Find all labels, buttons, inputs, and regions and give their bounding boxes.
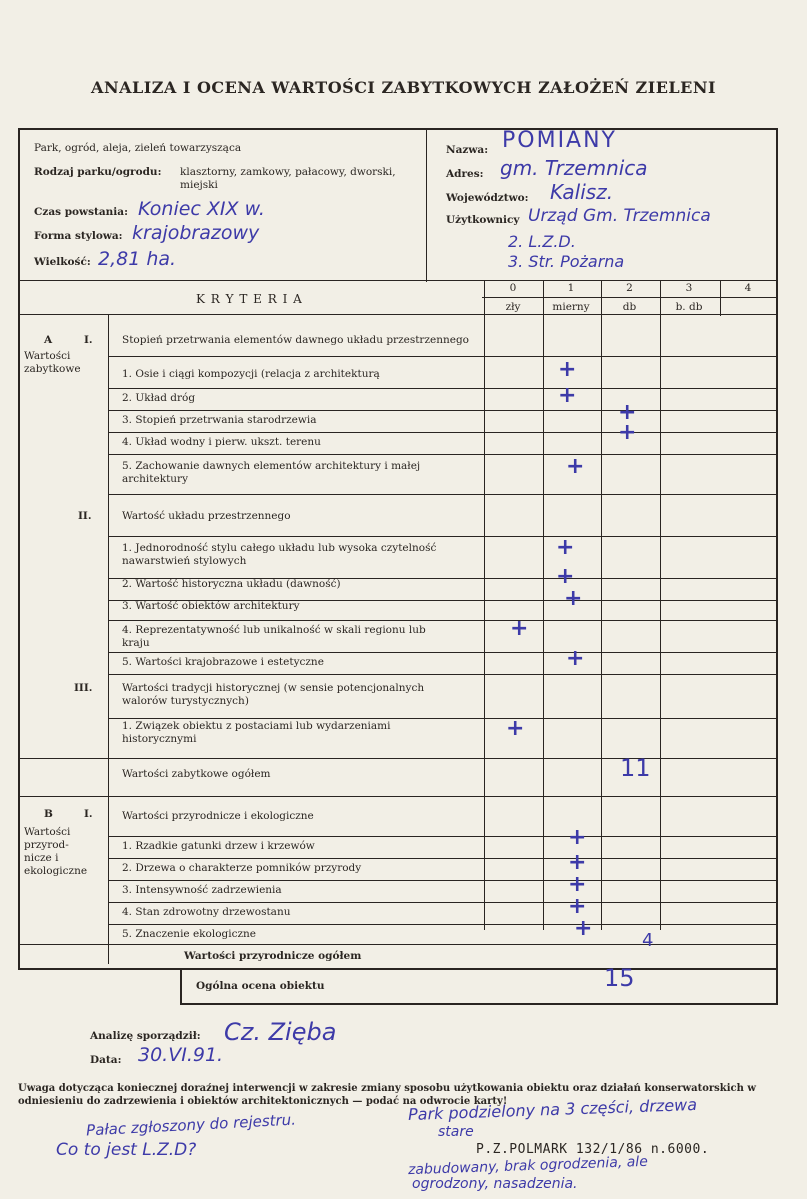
mark-a2-1: + bbox=[556, 535, 575, 560]
address-label: Adres: bbox=[446, 168, 484, 180]
users-value-2: 2. L.Z.D. bbox=[508, 232, 576, 251]
mark-b1-1: + bbox=[568, 825, 587, 850]
a1-title: Stopień przetrwania elementów dawnego układu przestrzennego bbox=[122, 334, 469, 346]
handnote-left-2: Co to jest L.Z.D? bbox=[56, 1140, 197, 1160]
a2-num: II. bbox=[78, 510, 92, 522]
users-value-3: 3. Str. Pożarna bbox=[508, 252, 625, 271]
section-b-total-value: 4 bbox=[642, 930, 654, 951]
period-value: Koniec XIX w. bbox=[138, 198, 265, 220]
a2-item: 5. Wartości krajobrazowe i estetyczne bbox=[122, 656, 324, 668]
section-b-num: I. bbox=[84, 808, 93, 820]
intervention-note: Uwaga dotycząca koniecznej doraźnej interwencji w zakresie zmiany sposobu użytkowania obiektu oraz działań konserwatorskich w odniesieniu do zadrzewienia i obiektów architektonicznych — podać na odwrocie karty! bbox=[18, 1083, 756, 1107]
voivodeship-value: Kalisz. bbox=[550, 180, 614, 204]
name-label: Nazwa: bbox=[446, 144, 489, 156]
col-num-3: 3 bbox=[685, 282, 693, 294]
handnote-right-1: Park podzielony na 3 części, drzewa bbox=[407, 1094, 698, 1125]
date-label: Data: bbox=[90, 1054, 122, 1066]
mark-a2-5: + bbox=[566, 646, 585, 671]
prepared-signature: Cz. Zięba bbox=[224, 1018, 337, 1046]
size-label: Wielkość: bbox=[34, 256, 91, 268]
prepared-label: Analizę sporządził: bbox=[90, 1030, 201, 1042]
a1-item: 4. Układ wodny i pierw. ukszt. terenu bbox=[122, 436, 321, 448]
section-b-total-label: Wartości przyrodnicze ogółem bbox=[184, 950, 362, 962]
col-name-2: db bbox=[622, 301, 637, 313]
section-b-letter: B bbox=[44, 808, 53, 820]
criteria-label: K R Y T E R I A bbox=[196, 292, 303, 306]
b1-title: Wartości przyrodnicze i ekologiczne bbox=[122, 810, 314, 822]
mark-a1-1: + bbox=[558, 357, 577, 382]
section-a-total-value: 11 bbox=[620, 754, 651, 782]
users-value-1: Urząd Gm. Trzemnica bbox=[528, 206, 711, 226]
mark-b1-3: + bbox=[568, 872, 587, 897]
b1-item: 2. Drzewa o charakterze pomników przyrody bbox=[122, 862, 362, 874]
mark-a2-4: + bbox=[510, 616, 529, 641]
mark-a1-4: + bbox=[618, 420, 637, 445]
a3-item: 1. Związek obiektu z postaciami lub wydarzeniami historycznymi bbox=[122, 720, 391, 745]
b1-item: 1. Rzadkie gatunki drzew i krzewów bbox=[122, 840, 315, 852]
a2-title: Wartość układu przestrzennego bbox=[122, 510, 291, 522]
section-a-name: Wartości zabytkowe bbox=[24, 350, 81, 375]
a2-item: 3. Wartość obiektów architektury bbox=[122, 600, 300, 612]
mark-a1-2: + bbox=[558, 383, 577, 408]
mark-b1-2: + bbox=[568, 850, 587, 875]
a2-item: 4. Reprezentatywność lub unikalność w skali regionu lub kraju bbox=[122, 624, 426, 649]
handnote-left-1: Pałac zgłoszony do rejestru. bbox=[85, 1110, 297, 1140]
overall-value: 15 bbox=[604, 964, 635, 992]
a2-item: 1. Jednorodność stylu całego układu lub wysoka czytelność nawarstwień stylowych bbox=[122, 542, 437, 567]
handnote-right-4: ogrodzony, nasadzenia. bbox=[412, 1176, 578, 1192]
a1-item: 2. Układ dróg bbox=[122, 392, 196, 404]
users-label: Użytkownicy bbox=[446, 214, 520, 226]
mark-b1-4: + bbox=[568, 894, 587, 919]
col-num-2: 2 bbox=[626, 282, 633, 294]
a3-title: Wartości tradycji historycznej (w sensie potencjonalnych walorów turystycznych) bbox=[122, 682, 425, 707]
park-kind-label: Rodzaj parku/ogrodu: bbox=[34, 166, 162, 178]
col-name-1: mierny bbox=[552, 301, 590, 313]
voivodeship-label: Województwo: bbox=[446, 192, 529, 204]
mark-a1-5: + bbox=[566, 454, 585, 479]
a1-item: 1. Osie i ciągi kompozycji (relacja z architekturą bbox=[122, 368, 380, 380]
b1-item: 3. Intensywność zadrzewienia bbox=[122, 884, 282, 896]
section-b-name: Wartości przyrod-nicze i ekologiczne bbox=[24, 826, 88, 877]
handnote-right-3: zabudowany, brak ogrodzenia, ale bbox=[407, 1153, 649, 1179]
handnote-right-2: stare bbox=[438, 1124, 474, 1140]
address-value: gm. Trzemnica bbox=[500, 156, 648, 180]
col-num-1: 1 bbox=[567, 282, 575, 294]
size-value: 2,81 ha. bbox=[98, 248, 177, 270]
col-num-0: 0 bbox=[509, 282, 517, 294]
b1-item: 5. Znaczenie ekologiczne bbox=[122, 928, 257, 940]
a3-num: III. bbox=[74, 682, 93, 694]
date-value: 30.VI.91. bbox=[138, 1044, 224, 1066]
mark-a3-1: + bbox=[506, 716, 525, 741]
a1-item: 3. Stopień przetrwania starodrzewia bbox=[122, 414, 317, 426]
mark-a1-3: + bbox=[618, 400, 637, 425]
a2-item: 2. Wartość historyczna układu (dawność) bbox=[122, 578, 341, 590]
b1-item: 4. Stan zdrowotny drzewostanu bbox=[122, 906, 291, 918]
overall-label: Ogólna ocena obiektu bbox=[196, 980, 325, 992]
col-name-3: b. db bbox=[675, 301, 703, 313]
col-num-4: 4 bbox=[744, 282, 752, 294]
section-a-letter: A bbox=[44, 334, 53, 346]
col-name-0: zły bbox=[505, 301, 521, 313]
section-a-num: I. bbox=[84, 334, 93, 346]
mark-b1-5: + bbox=[574, 916, 593, 941]
mark-a2-2: + bbox=[556, 564, 575, 589]
section-a-total-label: Wartości zabytkowe ogółem bbox=[122, 768, 271, 780]
mark-a2-3: + bbox=[564, 586, 583, 611]
form-title: ANALIZA I OCENA WARTOŚCI ZABYTKOWYCH ZAŁOŻEŃ ZIELENI bbox=[91, 78, 716, 97]
style-value: krajobrazowy bbox=[132, 222, 260, 244]
print-code: P.Z.POLMARK 132/1/86 n.6000. bbox=[476, 1142, 710, 1157]
name-value: POMIANY bbox=[502, 128, 617, 153]
park-kind-options: klasztorny, zamkowy, pałacowy, dworski, miejski bbox=[180, 166, 396, 191]
period-label: Czas powstania: bbox=[34, 206, 128, 218]
style-label: Forma stylowa: bbox=[34, 230, 123, 242]
a1-item: 5. Zachowanie dawnych elementów architektury i małej architektury bbox=[122, 460, 421, 485]
park-type-line: Park, ogród, aleja, zieleń towarzysząca bbox=[34, 142, 242, 154]
header-divider bbox=[426, 130, 427, 282]
